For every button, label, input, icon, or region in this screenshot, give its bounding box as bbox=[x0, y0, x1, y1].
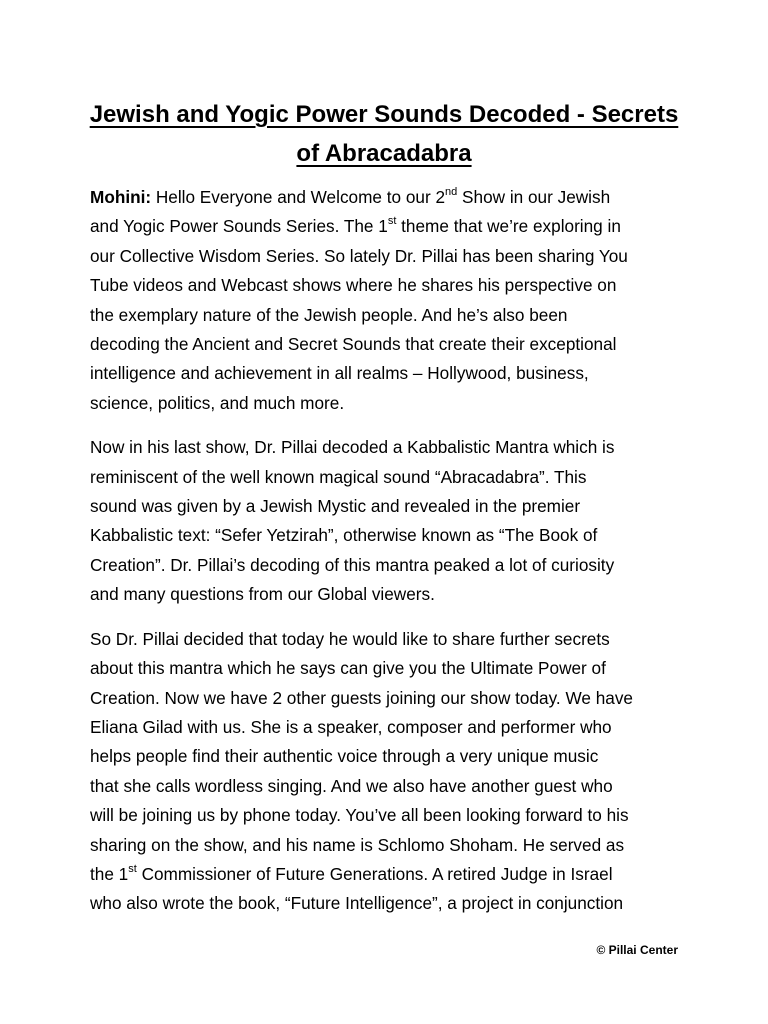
speaker-label: Mohini: bbox=[90, 187, 152, 207]
text-line: sharing on the show, and his name is Schlomo Shoham. He served as bbox=[90, 834, 625, 855]
ordinal-suffix: nd bbox=[445, 186, 458, 198]
text-line: Eliana Gilad with us. She is a speaker, composer and performer who bbox=[90, 716, 612, 737]
text-line: So Dr. Pillai decided that today he would like to share further secrets bbox=[90, 628, 610, 649]
text-line: Creation”. Dr. Pillai’s decoding of this mantra peaked a lot of curiosity bbox=[90, 554, 615, 575]
text-line: who also wrote the book, “Future Intelligence”, a project in conjunction bbox=[90, 893, 624, 914]
text-line: helps people find their authentic voice through a very unique music bbox=[90, 746, 599, 767]
text-line: will be joining us by phone today. You’ve all been looking forward to his bbox=[90, 805, 629, 826]
text-line: the exemplary nature of the Jewish people. And he’s also been bbox=[90, 304, 568, 325]
text-segment: the 1 bbox=[90, 863, 129, 884]
ordinal-suffix: st bbox=[387, 215, 397, 228]
text-line bbox=[90, 860, 690, 889]
paragraph-guests bbox=[90, 625, 690, 919]
text-line bbox=[90, 183, 690, 212]
text-line: Creation. Now we have 2 other guests joining our show today. We have bbox=[90, 687, 633, 708]
document-body bbox=[90, 183, 690, 934]
text-segment: Hello Everyone and Welcome to our 2 bbox=[151, 187, 446, 207]
text-segment: theme that we’re exploring in bbox=[396, 216, 621, 237]
text-line: reminiscent of the well known magical sound “Abracadabra”. This bbox=[90, 466, 587, 487]
text-line bbox=[90, 212, 690, 241]
text-segment: Show in our Jewish bbox=[457, 187, 611, 207]
text-line: intelligence and achievement in all realms – Hollywood, business, bbox=[90, 363, 589, 384]
paragraph-last-show bbox=[90, 433, 690, 609]
text-line: Now in his last show, Dr. Pillai decoded a Kabbalistic Mantra which is bbox=[90, 437, 615, 458]
text-line: Kabbalistic text: “Sefer Yetzirah”, otherwise known as “The Book of bbox=[90, 525, 598, 546]
text-line: science, politics, and much more. bbox=[90, 392, 345, 413]
text-line: about this mantra which he says can give you the Ultimate Power of bbox=[90, 658, 606, 679]
text-line: Tube videos and Webcast shows where he shares his perspective on bbox=[90, 275, 617, 296]
ordinal-suffix: st bbox=[128, 862, 137, 875]
text-segment: and Yogic Power Sounds Series. The 1 bbox=[90, 216, 388, 237]
text-segment: Commissioner of Future Generations. A retired Judge in Israel bbox=[136, 863, 613, 884]
document-title bbox=[80, 95, 688, 173]
copyright-footer: © Pillai Center bbox=[596, 943, 678, 957]
text-line: our Collective Wisdom Series. So lately Dr. Pillai has been sharing You bbox=[90, 245, 628, 266]
title-line: Jewish and Yogic Power Sounds Decoded - Secrets bbox=[89, 101, 679, 128]
text-line: decoding the Ancient and Secret Sounds that create their exceptional bbox=[90, 334, 617, 355]
text-line: and many questions from our Global viewers. bbox=[90, 584, 435, 605]
text-line: sound was given by a Jewish Mystic and revealed in the premier bbox=[90, 496, 581, 517]
title-line: of Abracadabra bbox=[296, 140, 472, 167]
text-line: that she calls wordless singing. And we also have another guest who bbox=[90, 775, 613, 796]
paragraph-intro bbox=[90, 183, 690, 418]
